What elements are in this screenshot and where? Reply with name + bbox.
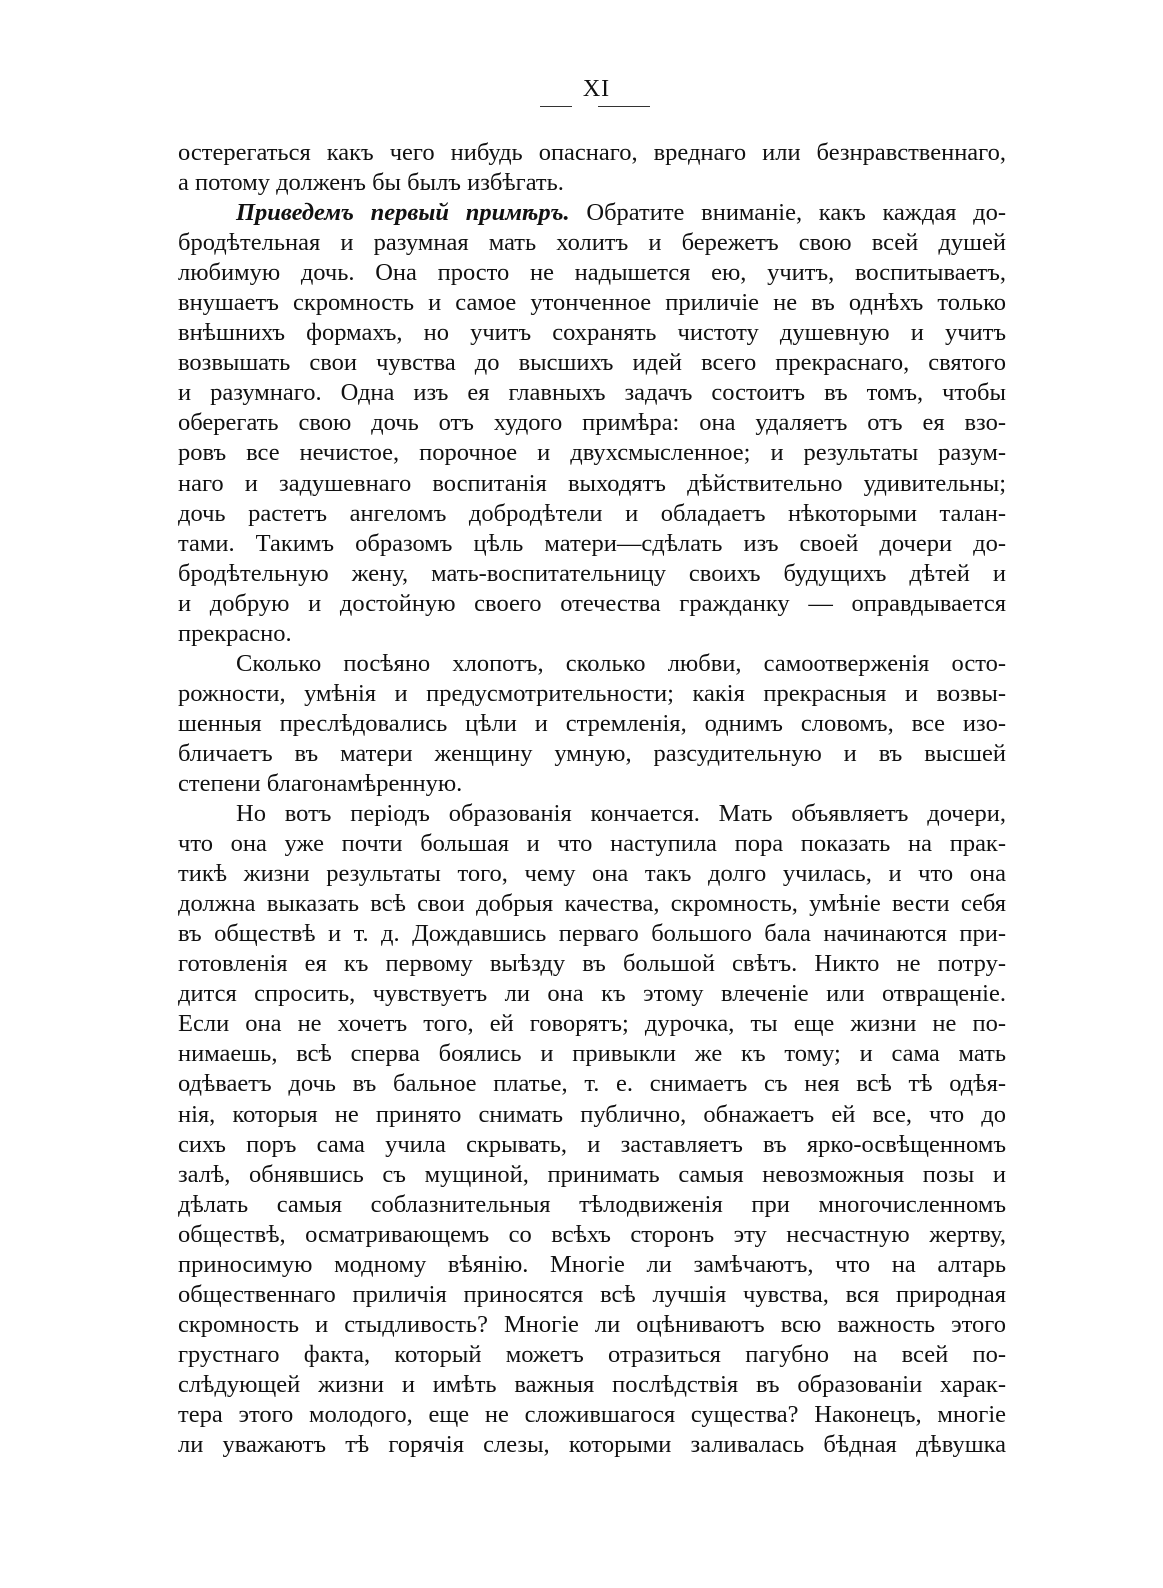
text-line: одѣваетъ дочь въ бальное платье, т. е. снимаетъ съ нея всѣ тѣ одѣя- (178, 1070, 1006, 1098)
text-line: рожности, умѣнія и предусмотрительности; какія прекрасныя и возвы- (178, 679, 1006, 707)
text-line: наго и задушевнаго воспитанія выходятъ дѣйствительно удивительны; (178, 469, 1006, 497)
text-line: остерегаться какъ чего нибудь опаснаго, вреднаго или безнравственнаго, (178, 139, 1006, 166)
text-line: грустнаго факта, который можетъ отразиться пагубно на всей по- (178, 1340, 1006, 1368)
text-line-with-italic-lead (178, 198, 1006, 228)
text-line: слѣдующей жизни и имѣть важныя послѣдствія въ образованіи харак- (178, 1370, 1006, 1398)
text-line: прекрасно. (178, 619, 292, 647)
text-line: готовленія ея къ первому выѣзду въ большой свѣтъ. Никто не потру- (178, 950, 1006, 978)
text-line: дится спросить, чувствуетъ ли она къ этому влеченіе или отвращеніе. (178, 980, 1006, 1008)
text-line: а потому долженъ бы былъ избѣгать. (178, 169, 564, 197)
text-line: ли уважаютъ тѣ горячія слезы, которыми заливалась бѣдная дѣвушка (178, 1431, 1006, 1459)
text-line: тикѣ жизни результаты того, чему она такъ долго училась, и что она (178, 860, 1006, 888)
text-line: дочь растетъ ангеломъ добродѣтели и обладаетъ нѣкоторыми талан- (178, 499, 1006, 527)
header-rule-left (540, 106, 572, 107)
text-line: залѣ, обнявшись съ мущиной, принимать самыя невозможныя позы и (178, 1160, 1006, 1188)
text-line: сихъ поръ сама учила скрывать, и заставляетъ въ ярко-освѣщенномъ (178, 1130, 1006, 1158)
text-line-rest: Обратите вниманіе, какъ каждая до- (586, 199, 1007, 227)
text-line: оберегать свою дочь отъ худого примѣра: она удаляетъ отъ ея взо- (178, 409, 1006, 437)
italic-lead: Приведемъ первый примѣръ. (236, 199, 570, 227)
text-line: и разумнаго. Одна изъ ея главныхъ задачъ состоитъ въ томъ, чтобы (178, 379, 1006, 407)
text-line: въ обществѣ и т. д. Дождавшись перваго большого бала начинаются при- (178, 920, 1006, 948)
text-line: ровъ все нечистое, порочное и двухсмысленное; и результаты разум- (178, 439, 1006, 467)
text-line: бродѣтельную жену, мать-воспитательницу своихъ будущихъ дѣтей и (178, 559, 1006, 587)
text-line: дѣлать самыя соблазнительныя тѣлодвиженія при многочисленномъ (178, 1190, 1006, 1218)
text-line: приносимую модному вѣянію. Многіе ли замѣчаютъ, что на алтарь (178, 1250, 1006, 1278)
text-line: что она уже почти большая и что наступила пора показать на прак- (178, 830, 1006, 858)
text-line: тера этого молодого, еще не сложившагося существа? Наконецъ, многіе (178, 1400, 1006, 1428)
text-line: общественнаго приличія приносятся всѣ лучшія чувства, вся природная (178, 1280, 1006, 1308)
text-line: Сколько посѣяно хлопотъ, сколько любви, самоотверженія осто- (236, 649, 1006, 677)
text-line: Но вотъ періодъ образованія кончается. Мать объявляетъ дочери, (236, 800, 1006, 828)
text-line: нія, которыя не принято снимать публично, обнажаетъ ей все, что до (178, 1100, 1006, 1128)
body-text (178, 138, 1006, 1460)
page-number: XI (582, 76, 611, 102)
text-line: бродѣтельная и разумная мать холитъ и бережетъ свою всей душей (178, 229, 1006, 257)
text-line: внушаетъ скромность и самое утонченное приличіе не въ однѣхъ только (178, 289, 1006, 317)
text-line: бличаетъ въ матери женщину умную, разсудительную и въ высшей (178, 739, 1006, 767)
text-line: внѣшнихъ формахъ, но учитъ сохранять чистоту душевную и учитъ (178, 319, 1006, 347)
text-line: любимую дочь. Она просто не надышется ею, учитъ, воспитываетъ, (178, 259, 1006, 287)
text-line: возвышать свои чувства до высшихъ идей всего прекраснаго, святого (178, 349, 1006, 377)
text-line: Если она не хочетъ того, ей говорятъ; дурочка, ты еще жизни не по- (178, 1010, 1006, 1038)
text-line: обществѣ, осматривающемъ со всѣхъ сторонъ эту несчастную жертву, (178, 1220, 1006, 1248)
text-line: скромность и стыдливость? Многіе ли оцѣниваютъ всю важность этого (178, 1310, 1006, 1338)
text-line: тами. Такимъ образомъ цѣль матери—сдѣлать изъ своей дочери до- (178, 529, 1006, 557)
header-rule-right (598, 106, 650, 107)
text-line: должна выказать всѣ свои добрыя качества, скромность, умѣніе вести себя (178, 890, 1006, 918)
text-line: степени благонамѣренную. (178, 769, 463, 797)
text-line: нимаешь, всѣ сперва боялись и привыкли же къ тому; и сама мать (178, 1040, 1006, 1068)
text-line: шенныя преслѣдовались цѣли и стремленія, однимъ словомъ, все изо- (178, 709, 1006, 737)
text-line: и добрую и достойную своего отечества гражданку — оправдывается (178, 589, 1006, 617)
